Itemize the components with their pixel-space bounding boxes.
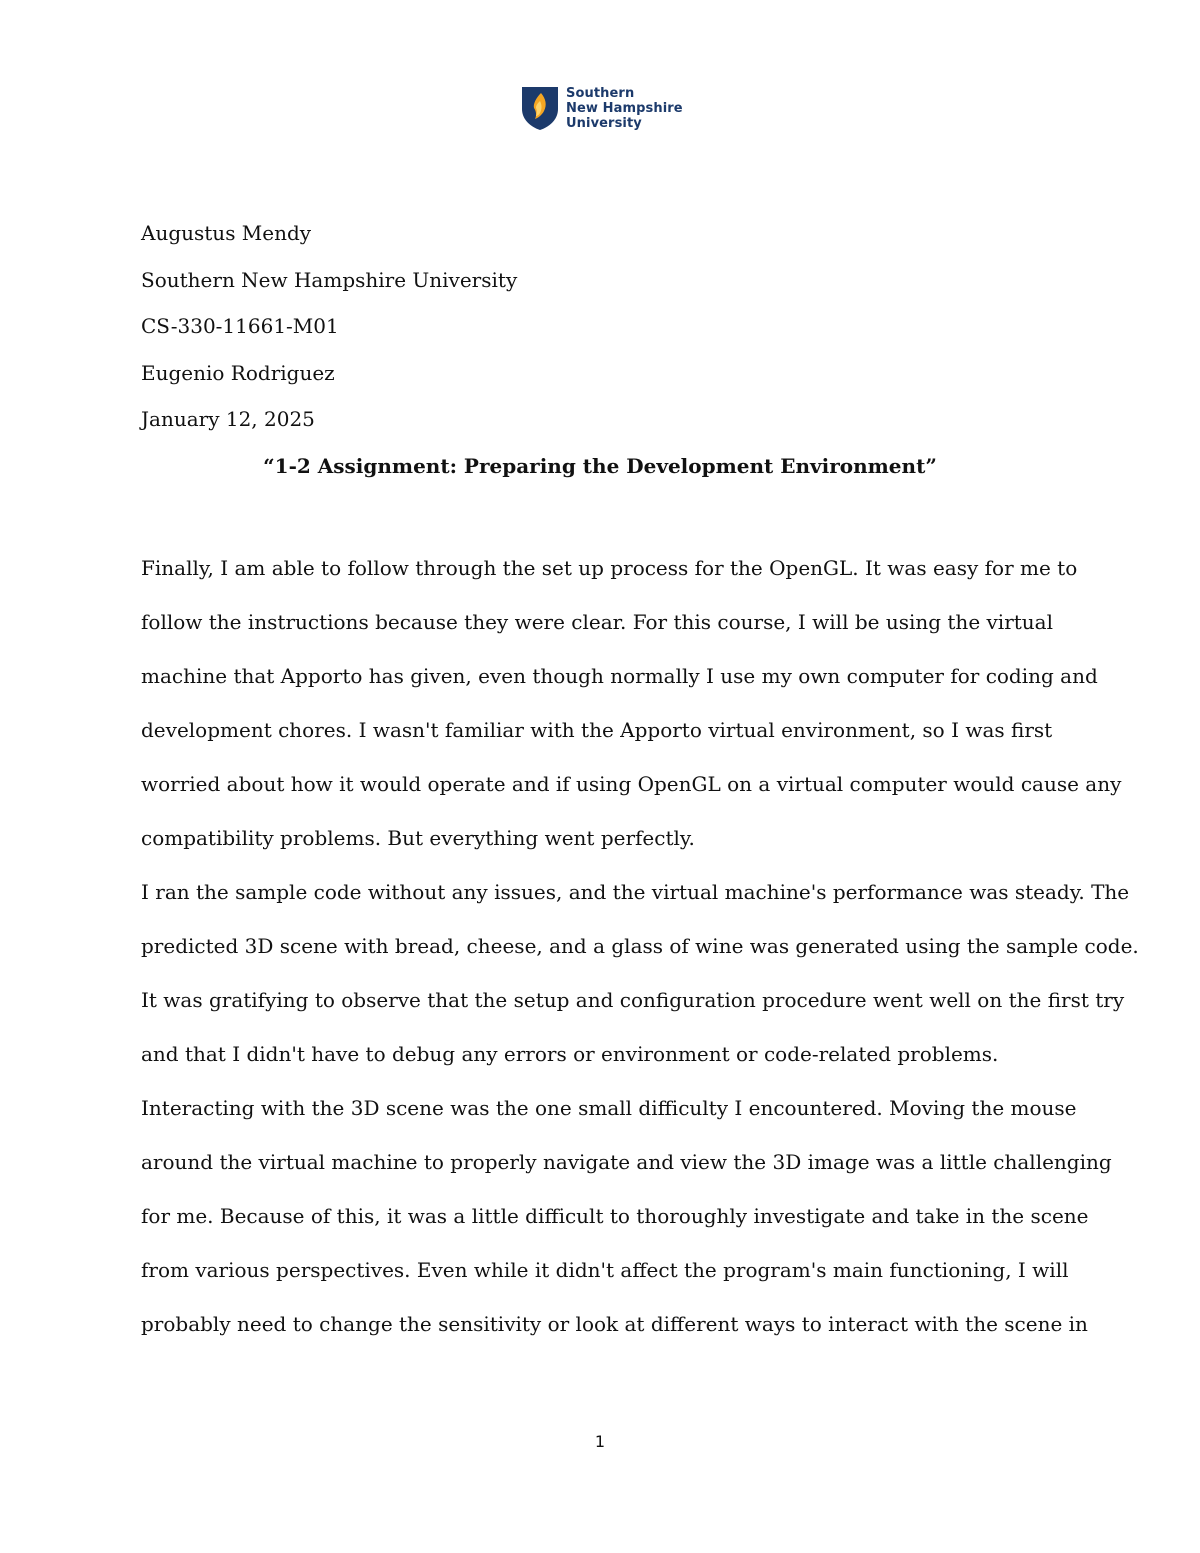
author-name: Augustus Mendy bbox=[141, 221, 312, 245]
paragraph-line: probably need to change the sensitivity or look at different ways to interact with the scene in bbox=[141, 1312, 1088, 1336]
paragraph-line: from various perspectives. Even while it didn't affect the program's main functioning, I will bbox=[141, 1258, 1069, 1282]
paragraph-line: Finally, I am able to follow through the set up process for the OpenGL. It was easy for me to bbox=[141, 556, 1078, 580]
logo-line-3: University bbox=[566, 115, 642, 131]
instructor-name: Eugenio Rodriguez bbox=[141, 360, 335, 385]
paragraph-line: follow the instructions because they were clear. For this course, I will be using the virtual bbox=[141, 610, 1054, 634]
paragraph-line: worried about how it would operate and if using OpenGL on a virtual computer would cause any bbox=[141, 772, 1122, 796]
paragraph-line: Interacting with the 3D scene was the one small difficulty I encountered. Moving the mouse bbox=[141, 1096, 1077, 1120]
logo-line-1: Southern bbox=[566, 85, 635, 101]
paragraph-line: I ran the sample code without any issues, and the virtual machine's performance was steady. The bbox=[141, 880, 1130, 904]
paragraph bbox=[141, 1093, 1112, 1347]
logo-line-2: New Hampshire bbox=[566, 100, 683, 116]
paragraph-line: compatibility problems. But everything went perfectly. bbox=[141, 826, 695, 850]
header-block bbox=[141, 220, 517, 453]
paragraph-line: and that I didn't have to debug any errors or environment or code-related problems. bbox=[141, 1042, 999, 1066]
document-title: “1-2 Assignment: Preparing the Development Environment” bbox=[263, 454, 937, 478]
paragraph bbox=[141, 553, 1122, 861]
shield-flame-icon bbox=[520, 85, 560, 131]
course-code: CS-330-11661-M01 bbox=[141, 314, 339, 338]
paragraph-line: development chores. I wasn't familiar with the Apporto virtual environment, so I was first bbox=[141, 718, 1053, 742]
paragraph-line: It was gratifying to observe that the setup and configuration procedure went well on the first try bbox=[141, 988, 1125, 1012]
paragraph-line: machine that Apporto has given, even though normally I use my own computer for coding and bbox=[141, 664, 1098, 688]
logo-wordmark bbox=[566, 86, 683, 131]
paragraph bbox=[141, 877, 1139, 1077]
document-body bbox=[141, 553, 1139, 1363]
institution-name: Southern New Hampshire University bbox=[141, 267, 518, 292]
paragraph-line: for me. Because of this, it was a little difficult to thoroughly investigate and take in the scene bbox=[141, 1204, 1089, 1228]
paragraph-line: predicted 3D scene with bread, cheese, and a glass of wine was generated using the sample code. bbox=[141, 934, 1139, 958]
submission-date: January 12, 2025 bbox=[141, 407, 315, 431]
page-number: 1 bbox=[594, 1432, 606, 1451]
university-logo bbox=[520, 84, 683, 132]
paragraph-line: around the virtual machine to properly navigate and view the 3D image was a little challenging bbox=[141, 1150, 1112, 1174]
